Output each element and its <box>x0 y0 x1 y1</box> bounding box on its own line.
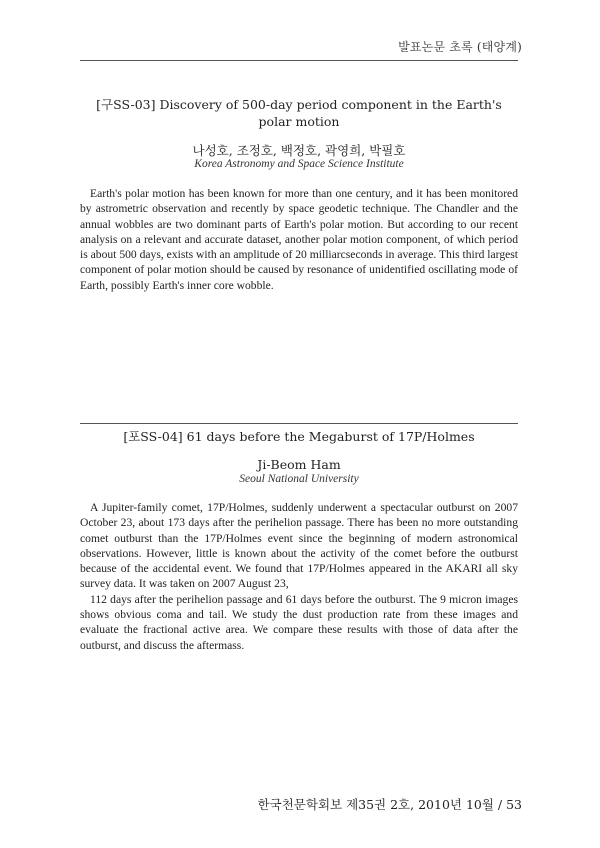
paper-authors: 나성호, 조정호, 백정호, 곽영희, 박필호 <box>192 143 406 158</box>
running-header: 발표논문 초록 (태양계) <box>398 40 522 54</box>
paper-affiliation: Korea Astronomy and Space Science Institute <box>194 158 404 170</box>
header-rule <box>80 60 518 61</box>
abstract-paragraph: A Jupiter-family comet, 17P/Holmes, suddenly underwent a spectacular outburst on 2007 October 23, about 173 days after the perihelion passage. There has been no more outstanding comet outburst than the 17P/Holmes event since the beginning of modern astronomical observations. However, little is known about the activity of the comet before the outburst because of the accidental event. We found that 17P/Holmes appeared in the AKARI all sky survey data. It was taken on 2007 August 23, <box>80 501 518 591</box>
paper-title: [구SS-03] Discovery of 500-day period component in the Earth's polar motion <box>96 97 502 129</box>
page-footer: 한국천문학회보 제35권 2호, 2010년 10월 / 53 <box>257 797 522 812</box>
paper-abstract <box>80 186 518 293</box>
section-divider <box>80 423 518 424</box>
paper-abstract <box>80 500 518 653</box>
paper-authors: Ji-Beom Ham <box>257 457 341 472</box>
abstract-paragraph: Earth's polar motion has been known for more than one century, and it has been monitored by astrometric observation and recently by space geodetic technique. The Chandler and the annual wobbles are two dominant parts of Earth's polar motion. But according to our recent analysis on a relevant and accurate dataset, another polar motion component, of which period is about 500 days, exists with an amplitude of 20 milliarcseconds in average. This third largest component of polar motion should be caused by resonance of unidentified oscillating mode of Earth, possibly Earth's inner core wobble. <box>80 187 518 292</box>
paper-affiliation: Seoul National University <box>239 473 359 485</box>
abstract-paragraph: 112 days after the perihelion passage and 61 days before the outburst. The 9 micron images shows obvious coma and tail. We study the dust production rate from these images and evaluate the fractional active area. We compare these results with those of data after the outburst, and discuss the aftermass. <box>80 592 518 652</box>
paper-title: [포SS-04] 61 days before the Megaburst of 17P/Holmes <box>123 429 475 444</box>
